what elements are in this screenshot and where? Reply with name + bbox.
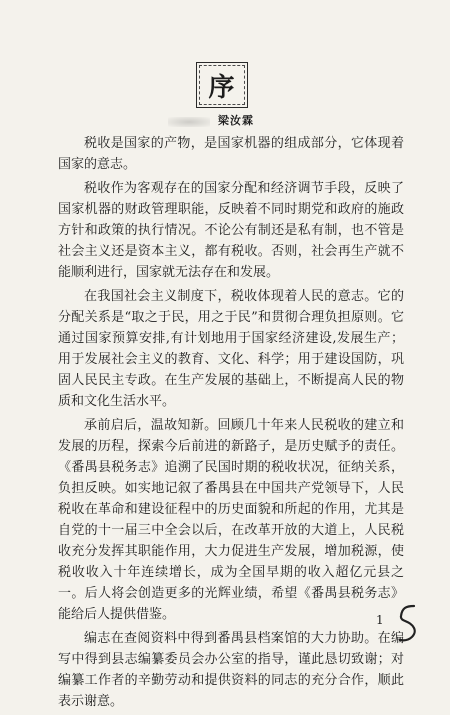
preface-body [58,133,404,715]
page-number: 1 [376,613,384,627]
paragraph-1: 税收是国家的产物，是国家机器的组成部分，它体现着国家的意志。 [58,136,404,172]
title-frame [196,62,248,108]
author-name: 梁汝霖 [218,114,254,127]
paragraph-4: 承前启后，温故知新。回顾几十年来人民税收的建立和发展的历程，探索今后前进的新路子，是历史赋予的责任。《番禺县税务志》追溯了民国时期的税收状况，征纳关系，负担反映。如实地记叙了番禺县在中国共产党领导下，人民税收在革命和建设征程中的历史面貌和所起的作用，尤其是自党的十一届三中全会以后，在改革开放的大道上，人民税收充分发挥其职能作用，大力促进生产发展，增加税源，使税收收入十年连续增长，成为全国早期的收入超亿元县之一。后人将会创造更多的光辉业绩，希望《番禺县税务志》能给后人提供借鉴。 [58,418,404,622]
preface-title: 序 [208,72,236,103]
paragraph-2: 税收作为客观存在的国家分配和经济调节手段，反映了国家机器的财政管理职能，反映着不同时期党和政府的施政方针和政策的执行情况。不论公有制还是私有制，也不管是社会主义还是资本主义，都有税收。否则，社会再生产就不能顺利进行，国家就无法存在和发展。 [58,181,404,280]
ink-smudge [168,117,210,127]
handwritten-page-mark [392,600,422,646]
paragraph-3: 在我国社会主义制度下，税收体现着人民的意志。它的分配关系是“取之于民，用之于民”和贯彻合理负担原则。它通过国家预算安排,有计划地用于国家经济建设,发展生产；用于发展社会主义的教育、文化、科学；用于建设国防，巩固人民民主专政。在生产发展的基础上，不断提高人民的物质和文化生活水平。 [58,289,404,409]
paragraph-5: 编志在查阅资料中得到番禺县档案馆的大力协助。在编写中得到县志编纂委员会办公室的指导，谨此恳切致谢；对编纂工作者的辛勤劳动和提供资料的同志的充分合作，顺此表示谢意。 [58,631,404,709]
